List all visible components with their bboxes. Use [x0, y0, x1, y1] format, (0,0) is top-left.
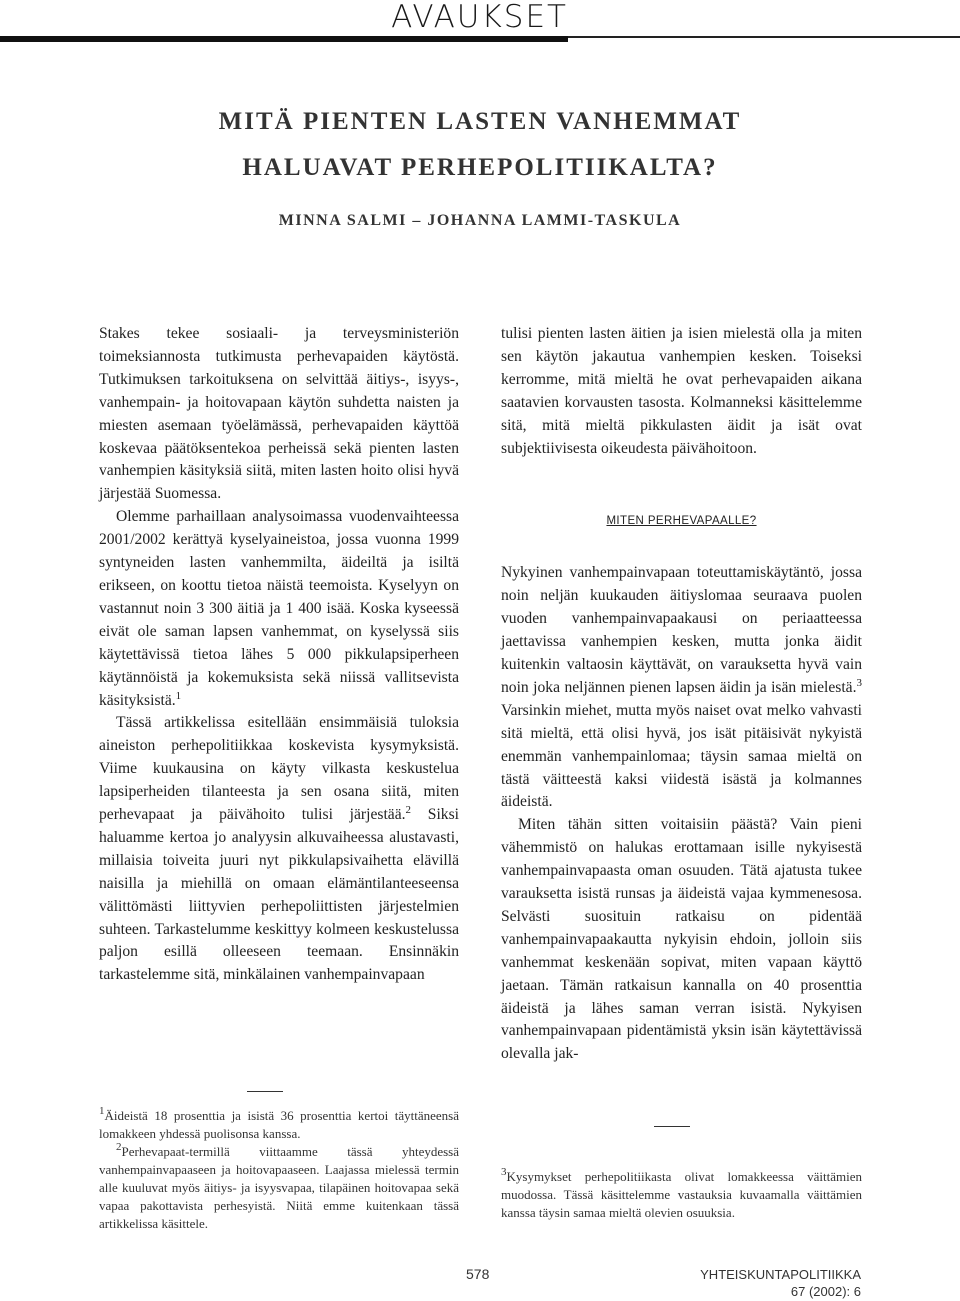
article-title-line-1: MITÄ PIENTEN LASTEN VANHEMMAT [218, 108, 742, 135]
footnote-divider [247, 1091, 283, 1092]
footnotes-left [99, 1107, 459, 1233]
left-column [99, 323, 459, 987]
paragraph-text: Tässä artikkelissa esitellään ensimmäisiä tuloksia aineiston perhepolitiikkaa koskevista kysymyksistä. Viime kuukausina on käyty vilkasta keskustelua lapsiperheiden tilanteesta ja sen osana siitä, miten perhevapaat ja päivähoito tulisi järjestää. [99, 714, 459, 824]
footnote-text: Kysymykset perhepolitiikasta olivat lomakkeessa väittämien muodossa. Tässä käsittelemme vastauksia kuvaamalla väittämien kanssa täysin samaa mieltä olevien osuuksia. [501, 1169, 862, 1220]
paragraph: Stakes tekee sosiaali- ja terveysministeriön toimeksiannosta tutkimusta perhevapaiden käytöstä. Tutkimuksen tarkoituksena on selvittää äitiys-, isyys-, vanhempain- ja hoitovapaan käytön suhdetta naisten ja miesten asemaan työelämässä, perhevapaiden käyttöä koskevaa päätöksentekoa perheissä sekä pienten lasten vanhempien käsityksiä siitä, miten lasten hoito olisi hyvä järjestää Suomessa. [99, 325, 459, 503]
header-rule-bold [0, 36, 568, 42]
footnote-mark: 3 [501, 1166, 507, 1178]
paragraph [99, 712, 459, 987]
article-authors: MINNA SALMI – JOHANNA LAMMI-TASKULA [278, 212, 682, 229]
paragraph-text: Varsinkin miehet, mutta myös naiset ovat melko vahvasti sitä mieltä, että olisi hyvä, jos isät pitäisivät nykyistä enemmän vanhempainlomaa; täysin samaa mieltä on tästä väitteestä kaksi viidestä isästä ja kolmannes äideistä. [501, 701, 862, 811]
journal-name: YHTEISKUNTAPOLITIIKKA [700, 1267, 861, 1282]
footnote [99, 1107, 459, 1143]
section-subheading: MITEN PERHEVAPAALLE? [606, 515, 757, 528]
paragraph-text: Nykyinen vanhempainvapaan toteuttamiskäytäntö, jossa noin neljän kuukauden äitiyslomaa seuraava puolen vuoden vanhempainvapaakausi on periaatteessa jaettavissa vanhempien kesken, mutta jonka äidit kuitenkin valtaosin käyttävät, on varauksetta hyvä vain noin joka neljännen pienen lapsen äidin ja isän mielestä. [501, 564, 862, 696]
article-title-line-2: HALUAVAT PERHEPOLITIIKALTA? [242, 154, 718, 181]
right-column [501, 323, 862, 1066]
journal-info [700, 1266, 861, 1300]
footnote-divider [654, 1126, 690, 1127]
paragraph [501, 562, 862, 814]
footnote-ref: 1 [175, 689, 182, 702]
footnote-text: Äideistä 18 prosenttia ja isistä 36 prosenttia kertoi täyttäneensä lomakkeen yhdessä puolisonsa kanssa. [99, 1108, 459, 1141]
paragraph [99, 506, 459, 712]
footnotes-right [501, 1168, 862, 1222]
paragraph: tulisi pienten lasten äitien ja isien mielestä olla ja miten sen käytön jakautua vanhempien kesken. Toiseksi kerromme, mitä mieltä he ovat perhevapaiden aikana saatavien korvausten tasosta. Kolmanneksi käsittelemme sitä, mitä mieltä pikkulasten äidit ja isät ovat subjektiivisesta oikeudesta päivähoitoon. [501, 325, 862, 457]
footnote [501, 1168, 862, 1222]
footnote [99, 1143, 459, 1233]
journal-issue: 67 (2002): 6 [790, 1284, 861, 1299]
section-label: AVAUKSET [391, 0, 568, 35]
paragraph-text: Siksi haluamme kertoa jo analyysin alkuvaiheessa alustavasti, millaisia toiveita juuri nyt pikkulapsivaihetta elävillä naisilla ja miehillä on omaan elämäntilanteeseensa välittömästi liittyvien perhepoliittisten järjestelmien suhteen. Tarkastelumme keskittyy kolmeen keskustelussa paljon esillä olleeseen teemaan. Ensinnäkin tarkastelemme sitä, minkälainen vanhempainvapaan [99, 806, 459, 984]
page-number: 578 [466, 1266, 490, 1282]
footnote-mark: 1 [99, 1105, 105, 1117]
footnote-text: Perhevapaat-termillä viittaamme tässä yhteydessä vanhempainvapaaseen ja hoitovapaaseen. Laajassa mielessä termin alle kuuluvat myös äitiys- ja isyysvapaa, tilapäinen hoitovapaa sekä vapaa pakottavista perhesyistä. Niitä emme kuitenkaan tässä artikkelissa käsittele. [99, 1144, 459, 1231]
paragraph: Miten tähän sitten voitaisiin päästä? Vain pieni vähemmistö on halukas erottamaan isille nykyisestä vanhempainvapaasta oman osuuden. Tätä ajatusta tukee varauksetta isistä runsas ja äideistä vajaa kymmenesosa. Selvästi suosituin ratkaisu on pidentää vanhempainvapaakautta nykyisin ehdoin, jolloin siis vanhemmat keskenään sopivat, miten vapaan käyttö jaetaan. Tämän ratkaisun kannalla on 40 prosenttia äideistä ja lähes saman verran isistä. Nykyisen vanhempainvapaan pidentämistä yksin isän käytettävissä olevalla jak- [501, 816, 862, 1063]
footnote-mark: 2 [116, 1141, 122, 1153]
footnote-ref: 3 [856, 676, 862, 689]
footnote-ref: 2 [405, 804, 412, 817]
paragraph-text: Olemme parhaillaan analysoimassa vuodenvaihteessa 2001/2002 kerättyä kyselyaineistoa, jossa vuonna 1999 syntyneiden lasten vanhemmilta, äideiltä ja isiltä erikseen, on koottu tietoa näistä teemoista. Kyselyyn on vastannut noin 3 300 äitiä ja 1 400 isää. Koska kyseessä eivät ole saman lapsen vanhemmat, on kyselyssä siis käytettävissä tietoa lähes 5 000 pikkulapsiperheen käytännöistä ja kokemuksista sekä niissä vallitsevista käsityksistä. [99, 508, 459, 709]
